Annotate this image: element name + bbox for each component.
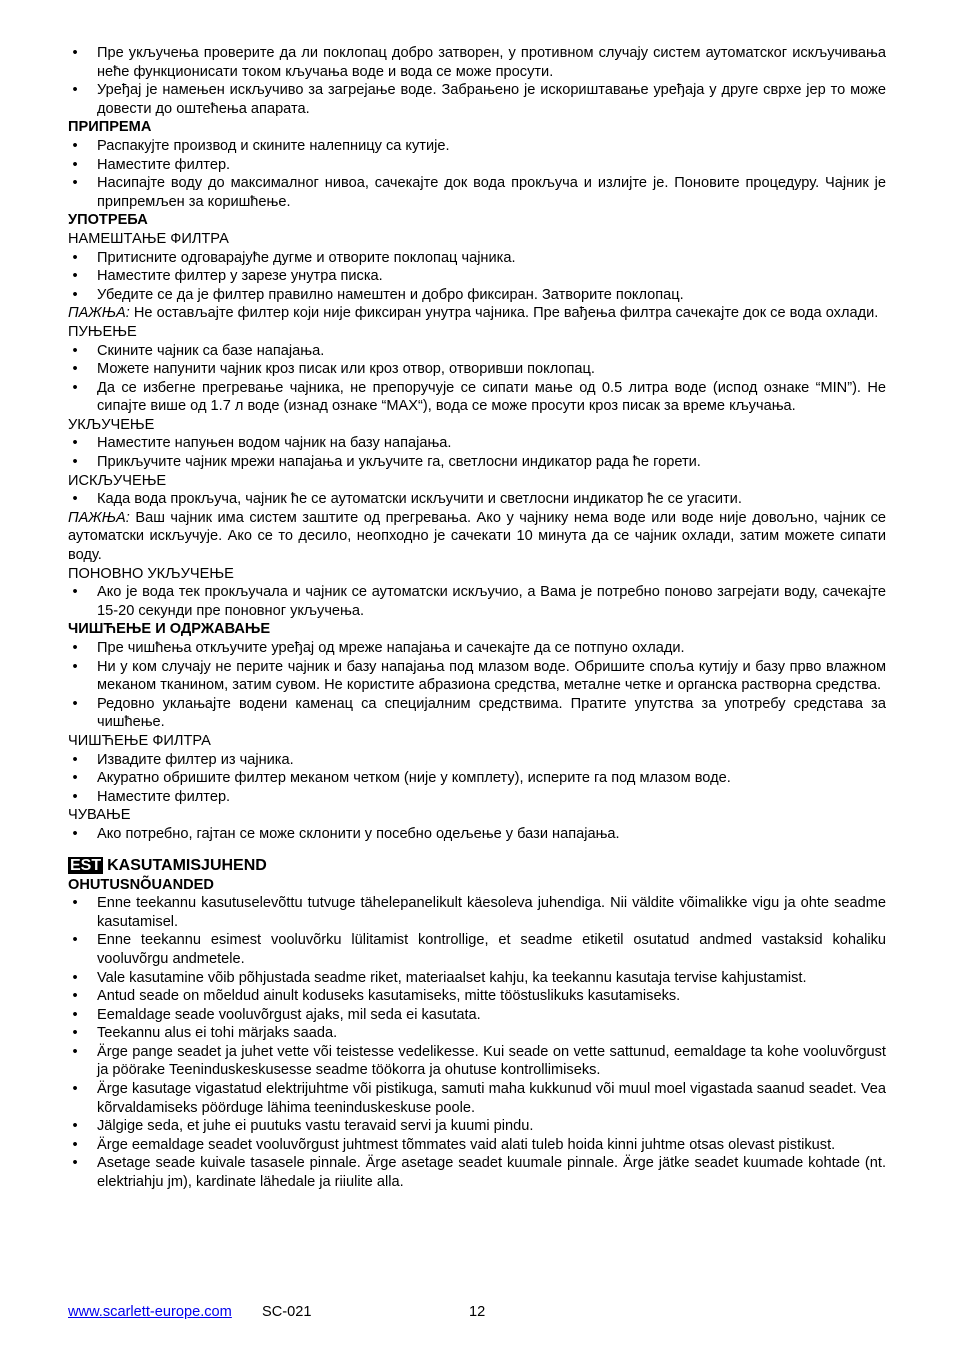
website-link[interactable]: www.scarlett-europe.com [68, 1304, 232, 1320]
list-item [68, 769, 886, 788]
bullet-list [68, 434, 886, 471]
list-item-text: Enne teekannu kasutuselevõttu tutvuge tähelepanelikult käesoleva juhendiga. Nii väldite võimalikke vigu ja ohte seadme kasutamisel. [97, 895, 886, 930]
bullet-icon: • [72, 695, 78, 712]
list-item [68, 81, 886, 118]
bullet-icon: • [72, 454, 78, 471]
warning-text: Не остављајте филтер који није фиксиран унутра чајника. Пре вађења филтра сачекајте док се вода охлади. [129, 305, 879, 322]
list-item-text: Распакујте производ и скините налепницу са кутије. [97, 137, 450, 154]
bullet-list [68, 825, 886, 844]
list-item [68, 825, 886, 844]
bullet-icon: • [72, 82, 78, 99]
subsection-heading: ПОНОВНО УКЉУЧЕЊЕ [68, 565, 234, 582]
model-number: SC-021 [262, 1304, 312, 1320]
list-item-text: Пре укључења проверите да ли поклопац добро затворен, у противном случају систем аутоматског искључивања неће функционисати током кључања воде и вода се може просути. [97, 45, 886, 80]
list-item-text: Ärge eemaldage seadet vooluvõrgust juhtmest tõmmates vaid alati tuleb hoida kinni juhtme otsas olevast pistikust. [97, 1136, 836, 1153]
list-item [68, 490, 886, 509]
manual-title: KASUTAMISJUHEND [107, 856, 267, 874]
list-item [68, 1154, 886, 1191]
bullet-list [68, 490, 886, 509]
list-item-text: Ärge pange seadet ja juhet vette või teistesse vedelikesse. Kui seade on vette sattunud, eemaldage ta kohe vooluvõrgust ja pöörake Teeninduskeskusesse seadme töökorra ja ohutuse kontrollimiseks. [97, 1043, 886, 1079]
section-heading: ЧИШЋЕЊЕ И ОДРЖАВАЊЕ [68, 621, 271, 638]
list-item [68, 695, 886, 732]
list-item [68, 342, 886, 361]
bullet-list [68, 137, 886, 211]
list-item-text: Jälgige seda, et juhe ei puutuks vastu teravaid servi ja kuumi pindu. [97, 1118, 534, 1135]
bullet-icon: • [72, 658, 78, 675]
subsection-heading: ЧИШЋЕЊЕ ФИЛТРА [68, 732, 211, 749]
bullet-icon: • [72, 1025, 78, 1042]
list-item [68, 249, 886, 268]
bullet-icon: • [72, 895, 78, 912]
bullet-icon: • [72, 286, 78, 303]
list-item [68, 156, 886, 175]
bullet-list [68, 342, 886, 416]
list-item-text: Наместите филтер у зарезе унутра писка. [97, 268, 383, 285]
warning-label: ПАЖЊА: [68, 509, 130, 526]
list-item [68, 894, 886, 931]
list-item [68, 751, 886, 770]
bullet-icon: • [72, 156, 78, 173]
bullet-list [68, 44, 886, 118]
bullet-icon: • [72, 988, 78, 1005]
list-item-text: Извадите филтер из чајника. [97, 751, 294, 768]
list-item [68, 583, 886, 620]
list-item [68, 44, 886, 81]
bullet-list [68, 751, 886, 807]
bullet-icon: • [72, 751, 78, 768]
bullet-icon: • [72, 932, 78, 949]
bullet-icon: • [72, 1118, 78, 1135]
list-item [68, 931, 886, 968]
list-item-text: Enne teekannu esimest vooluvõrku lülitamist kontrollige, et seadme etiketil osutatud andmed vastaksid kohaliku vooluvõrgu andmetele. [97, 932, 886, 967]
list-item-text: Ärge kasutage vigastatud elektrijuhtme või pistikuga, samuti maha kukkunud või muul moel vigastada saanud seadet. Vea kõrvaldamiseks pöörduge lähima teeninduskeskuse poole. [97, 1081, 886, 1116]
bullet-icon: • [72, 175, 78, 192]
list-item [68, 1043, 886, 1080]
bullet-icon: • [72, 825, 78, 842]
list-item-text: Пре чишћења откључите уређај од мреже напајања и сачекајте да се потпуно охлади. [97, 640, 685, 656]
language-section-title [68, 856, 886, 876]
bullet-icon: • [72, 137, 78, 154]
language-badge: EST [70, 856, 102, 874]
list-item-text: Наместите филтер. [97, 156, 231, 173]
list-item [68, 360, 886, 379]
list-item [68, 1136, 886, 1155]
bullet-list [68, 249, 886, 305]
list-item-text: Када вода прокључа, чајник ће се аутоматски искључити и светлосни индикатор ће се угасити. [97, 491, 742, 508]
bullet-icon: • [72, 361, 78, 378]
page-footer [68, 1303, 886, 1321]
warning-note [68, 509, 886, 565]
list-item-text: Наместите напуњен водом чајник на базу напајања. [97, 435, 452, 452]
list-item-text: Antud seade on mõeldud ainult koduseks kasutamiseks, mitte tööstuslikuks kasutamiseks. [97, 988, 681, 1005]
bullet-icon: • [72, 584, 78, 601]
list-item [68, 267, 886, 286]
section-heading: ПРИПРЕМА [68, 119, 152, 136]
subsection-heading: ЧУВАЊЕ [68, 807, 131, 824]
warning-label: ПАЖЊА: [68, 305, 130, 322]
bullet-icon: • [72, 770, 78, 787]
page-number: 12 [469, 1304, 486, 1320]
list-item-text: Ако је вода тек прокључала и чајник се аутоматски искључио, а Вама је потребно поново загрејати воду, сачекајте 15-20 секунди пре поновног укључења. [97, 584, 886, 619]
list-item [68, 379, 886, 416]
bullet-icon: • [72, 788, 78, 805]
list-item [68, 639, 886, 658]
document-body [68, 44, 886, 1192]
list-item-text: Можете напунити чајник кроз писак или кроз отвор, отворивши поклопац. [97, 361, 595, 378]
list-item [68, 453, 886, 472]
bullet-icon: • [72, 1043, 78, 1060]
list-item-text: Ни у ком случају не перите чајник и базу напајања под млазом воде. Обришите споља кутију и базу прво влажном меканом тканином, затим сувом. Не користите абразиона средства, металне четке и органска растворна средства. [97, 658, 886, 694]
section-heading: OHUTUSNÕUANDED [68, 876, 214, 893]
bullet-icon: • [72, 45, 78, 61]
list-item-text: Акуратно обришите филтер меканом четком (није у комплету), исперите га под млазом воде. [97, 770, 731, 787]
bullet-icon: • [72, 1155, 78, 1172]
list-item [68, 174, 886, 211]
bullet-icon: • [72, 268, 78, 285]
list-item-text: Eemaldage seade vooluvõrgust ajaks, mil seda ei kasutata. [97, 1006, 481, 1023]
list-item-text: Притисните одговарајуће дугме и отворите поклопац чајника. [97, 249, 516, 266]
list-item [68, 137, 886, 156]
warning-note [68, 304, 886, 323]
warning-text: Ваш чајник има систем заштите од прегревања. Ако у чајнику нема воде или воде није довољно, чајник се аутоматски искључује. Ако се то десило, неопходно је сачекати 10 минута да се чајник охлади, затим можете сипати воду. [68, 509, 886, 564]
list-item-text: Ако потребно, гајтан се може склонити у посебно одељење у бази напајања. [97, 825, 620, 842]
list-item-text: Да се избегне прегревање чајника, не препоручује се сипати мање од 0.5 литра воде (испод ознаке “MIN”). Не сипајте више од 1.7 л воде (изнад ознаке “MAX“), вода се може просути кроз писак за време кључања. [97, 379, 886, 415]
bullet-icon: • [72, 1136, 78, 1153]
bullet-list [68, 894, 886, 1192]
list-item-text: Asetage seade kuivale tasasele pinnale. Ärge asetage seadet kuumale pinnale. Ärge jätke seadet kuumade kohtade (nt. elektriahju jm), kardinate lähedale ja riiulite alla. [97, 1155, 886, 1191]
list-item [68, 286, 886, 305]
bullet-icon: • [72, 491, 78, 508]
subsection-heading: УКЉУЧЕЊЕ [68, 416, 155, 433]
list-item [68, 1024, 886, 1043]
bullet-icon: • [72, 379, 78, 396]
bullet-icon: • [72, 342, 78, 359]
subsection-heading: НАМЕШТАЊЕ ФИЛТРА [68, 230, 229, 247]
list-item [68, 658, 886, 695]
list-item [68, 788, 886, 807]
bullet-icon: • [72, 435, 78, 452]
section-heading: УПОТРЕБА [68, 212, 148, 229]
list-item-text: Vale kasutamine võib põhjustada seadme riket, materiaalset kahju, ka teekannu kasutaja tervise kahjustamist. [97, 969, 807, 986]
bullet-icon: • [72, 640, 78, 656]
list-item-text: Редовно уклањајте водени каменац са специјалним средствима. Пратите упутства за употребу средстава за чишћење. [97, 695, 886, 731]
list-item-text: Наместите филтер. [97, 788, 231, 805]
list-item [68, 987, 886, 1006]
list-item [68, 1080, 886, 1117]
list-item-text: Уређај је намењен искључиво за загрејање воде. Забрањено је искориштавање уређаја у друге сврхе јер то може довести до оштећења апарата. [97, 82, 886, 117]
bullet-list [68, 639, 886, 732]
bullet-list [68, 583, 886, 620]
list-item-text: Прикључите чајник мрежи напајања и укључите га, светлосни индикатор рада ће горети. [97, 454, 701, 471]
bullet-icon: • [72, 249, 78, 266]
list-item-text: Насипајте воду до максималног нивоа, сачекајте док вода прокључа и излијте је. Поновите процедуру. Чајник је припремљен за коришћење. [97, 175, 886, 210]
list-item [68, 434, 886, 453]
list-item [68, 1117, 886, 1136]
subsection-heading: ПУЊЕЊЕ [68, 323, 137, 340]
bullet-icon: • [72, 1081, 78, 1098]
list-item-text: Убедите се да је филтер правилно намештен и добро фиксиран. Затворите поклопац. [97, 286, 684, 303]
list-item [68, 1006, 886, 1025]
list-item [68, 969, 886, 988]
bullet-icon: • [72, 1006, 78, 1023]
list-item-text: Скините чајник са базе напајања. [97, 342, 325, 359]
bullet-icon: • [72, 969, 78, 986]
subsection-heading: ИСКЉУЧЕЊЕ [68, 472, 167, 489]
list-item-text: Teekannu alus ei tohi märjaks saada. [97, 1025, 338, 1042]
